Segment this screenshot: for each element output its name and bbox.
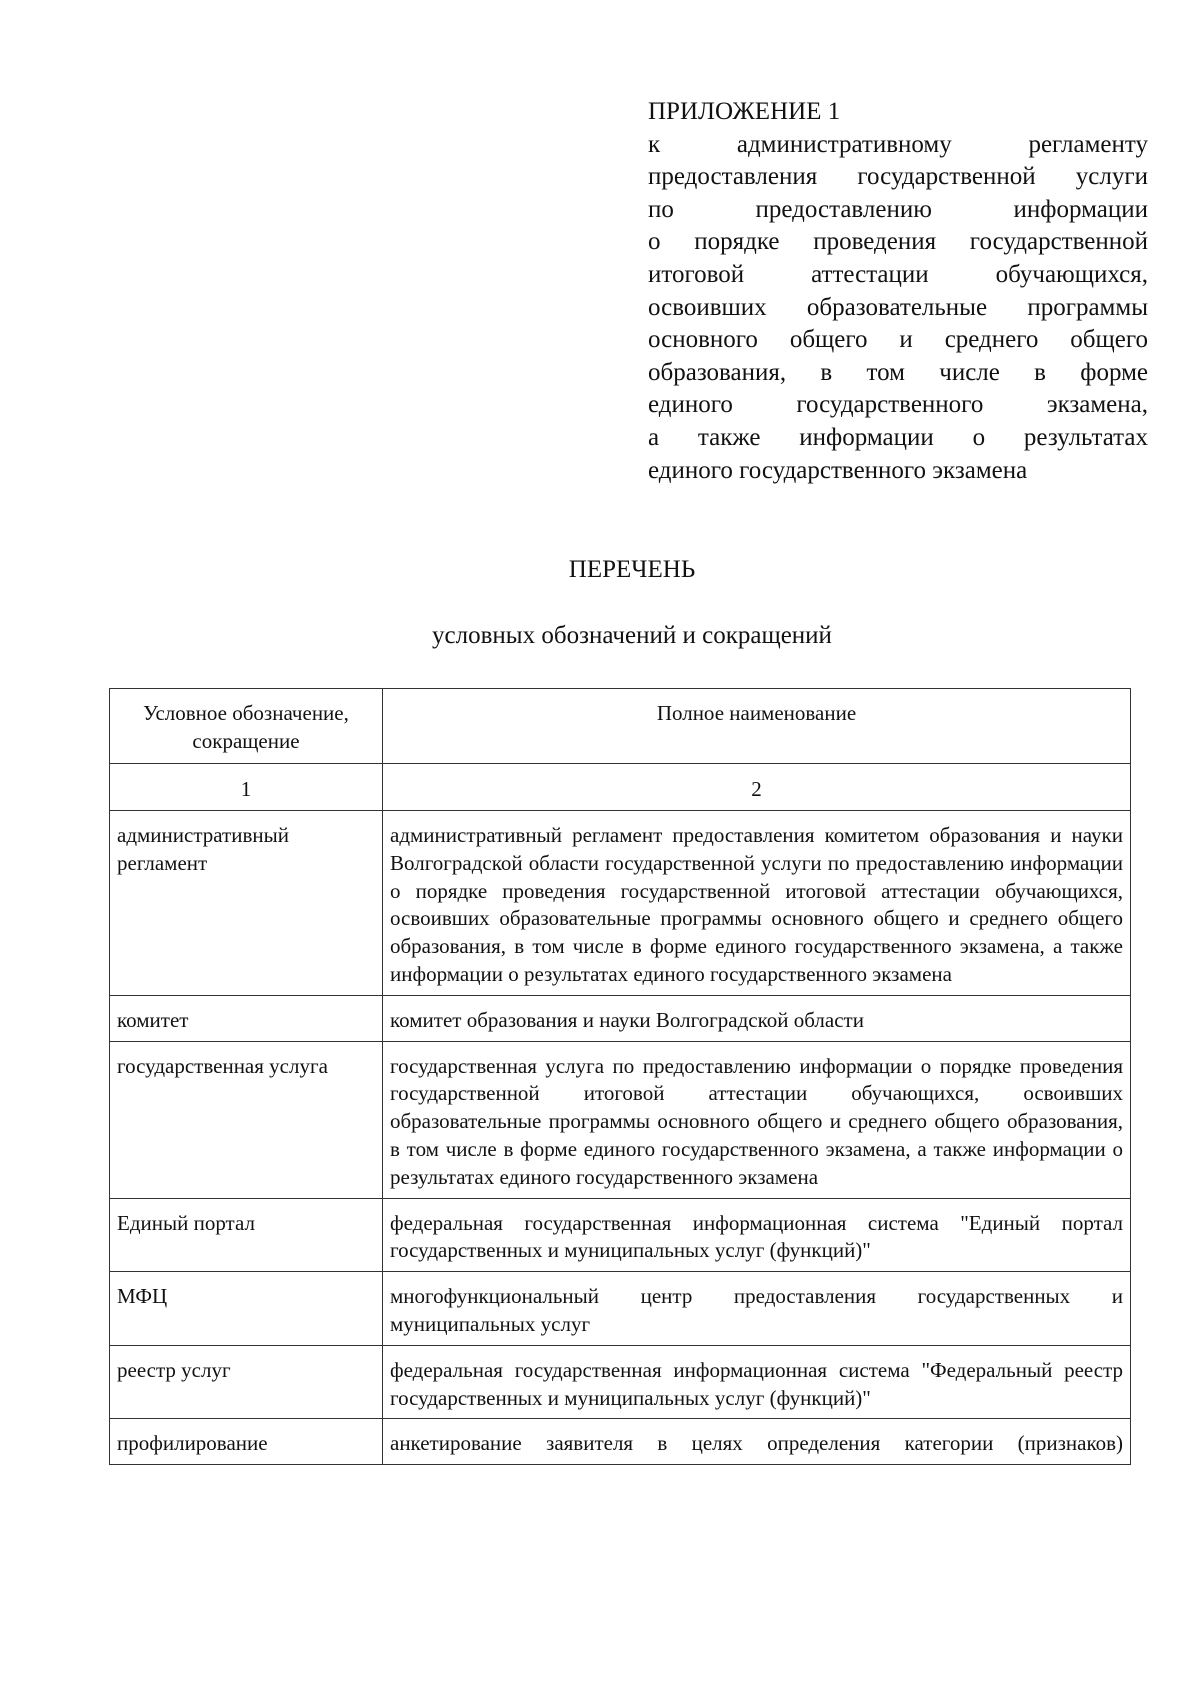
document-title: ПЕРЕЧЕНЬ [568,556,696,583]
appendix-line: образования, в том числе в форме [648,358,1148,386]
term-cell: Единый портал [110,1198,383,1272]
appendix-line: итоговой аттестации обучающихся, [648,260,1148,288]
column-header: Условное обозначение, сокращение [110,689,383,764]
column-header: Полное наименование [383,689,1131,764]
definition-cell: анкетирование заявителя в целях определения категории (признаков) [383,1419,1131,1465]
column-number: 1 [110,764,383,811]
appendix-line: к административному регламенту [648,130,1148,158]
table-row [110,811,1131,996]
definition-cell: федеральная государственная информационная система "Федеральный реестр государственных и муниципальных услуг (функций)" [383,1345,1131,1419]
term-cell: реестр услуг [110,1345,383,1419]
table-row [110,1041,1131,1198]
table-row [110,1419,1131,1465]
term-cell: административный регламент [110,811,383,996]
abbreviations-table [109,688,1131,1465]
appendix-line: о порядке проведения государственной [648,228,1148,256]
column-number: 2 [383,764,1131,811]
term-cell: государственная услуга [110,1041,383,1198]
term-cell: комитет [110,995,383,1041]
table-row [110,995,1131,1041]
appendix-line: а также информации о результатах [648,423,1148,451]
definition-cell: комитет образования и науки Волгоградской области [383,995,1131,1041]
appendix-line: основного общего и среднего общего [648,326,1148,354]
table-row [110,1345,1131,1419]
appendix-block [648,96,1148,487]
term-cell: МФЦ [110,1272,383,1346]
appendix-line: освоивших образовательные программы [648,293,1148,321]
appendix-line: единого государственного экзамена, [648,391,1148,419]
definition-cell: федеральная государственная информационная система "Единый портал государственных и муниципальных услуг (функций)" [383,1198,1131,1272]
definition-cell: административный регламент предоставления комитетом образования и науки Волгоградской области государственной услуги по предоставлению информации о порядке проведения государственной итоговой аттестации обучающихся, освоивших образовательные программы основного общего и среднего общего образования, в том числе в форме единого государственного экзамена, а также информации о результатах единого государственного экзамена [383,811,1131,996]
appendix-title: ПРИЛОЖЕНИЕ 1 [648,98,841,125]
appendix-line: по предоставлению информации [648,195,1148,223]
table-row [110,1198,1131,1272]
document-subtitle: условных обозначений и сокращений [432,622,832,649]
definition-cell: многофункциональный центр предоставления государственных и муниципальных услуг [383,1272,1131,1346]
column-number-row [110,764,1131,811]
table-row [110,1272,1131,1346]
appendix-line: предоставления государственной услуги [648,163,1148,191]
term-cell: профилирование [110,1419,383,1465]
appendix-line: единого государственного экзамена [648,456,1028,484]
table-header-row [110,689,1131,764]
definition-cell: государственная услуга по предоставлению информации о порядке проведения государственной итоговой аттестации обучающихся, освоивших образовательные программы основного общего и среднего общего образования, в том числе в форме единого государственного экзамена, а также информации о результатах единого государственного экзамена [383,1041,1131,1198]
